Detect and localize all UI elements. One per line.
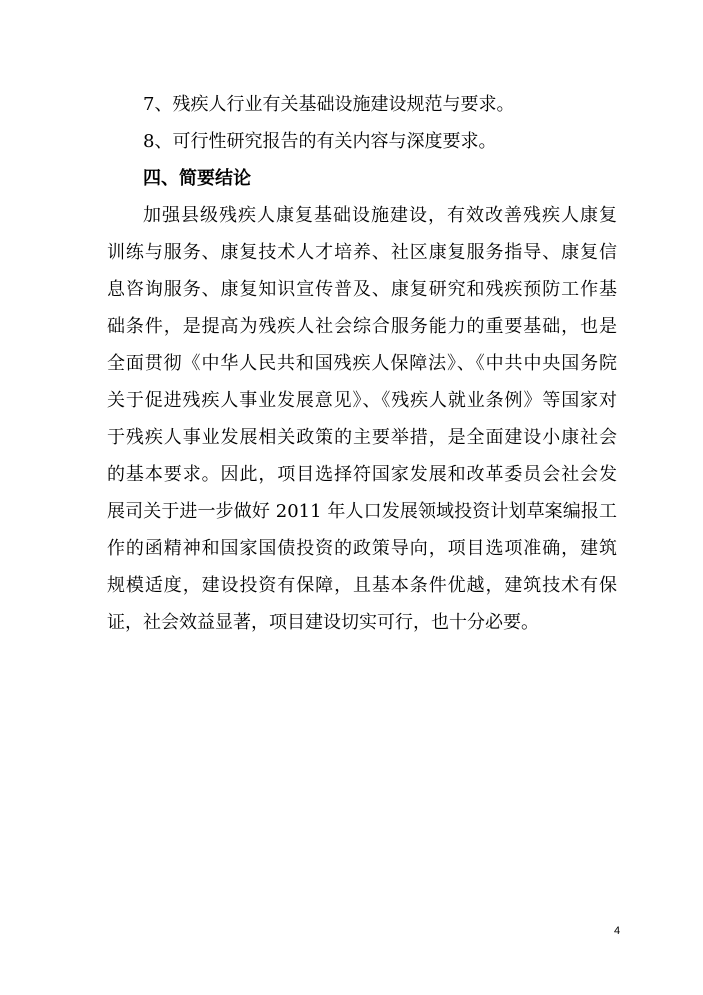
list-item: 7、残疾人行业有关基础设施建设规范与要求。 <box>143 94 515 115</box>
paragraph-line: 础条件，是提高为残疾人社会综合服务能力的重要基础，也是 <box>107 316 617 337</box>
paragraph-line: 作的函精神和国家国债投资的政策导向，项目选项准确，建筑 <box>107 538 617 559</box>
page-content <box>107 86 617 641</box>
paragraph-line: 训练与服务、康复技术人才培养、社区康复服务指导、康复信 <box>107 242 617 263</box>
section-heading: 四、简要结论 <box>143 168 251 189</box>
paragraph-line: 证，社会效益显著，项目建设切实可行，也十分必要。 <box>107 612 539 633</box>
paragraph-line: 规模适度，建设投资有保障，且基本条件优越，建筑技术有保 <box>107 575 617 596</box>
paragraph-line: 息咨询服务、康复知识宣传普及、康复研究和残疾预防工作基 <box>107 279 617 300</box>
conclusion-paragraph <box>107 197 617 641</box>
page-number: 4 <box>614 925 621 937</box>
paragraph-line: 加强县级残疾人康复基础设施建设，有效改善残疾人康复 <box>143 205 617 226</box>
paragraph-line: 展司关于进一步做好 2011 年人口发展领域投资计划草案编报工 <box>107 501 617 522</box>
paragraph-line: 全面贯彻《中华人民共和国残疾人保障法》、《中共中央国务院 <box>107 353 617 374</box>
paragraph-line: 于残疾人事业发展相关政策的主要举措，是全面建设小康社会 <box>107 427 617 448</box>
paragraph-line: 的基本要求。因此，项目选择符国家发展和改革委员会社会发 <box>107 464 617 485</box>
list-item: 8、可行性研究报告的有关内容与深度要求。 <box>143 131 497 152</box>
paragraph-line: 关于促进残疾人事业发展意见》、《残疾人就业条例》等国家对 <box>107 390 617 411</box>
